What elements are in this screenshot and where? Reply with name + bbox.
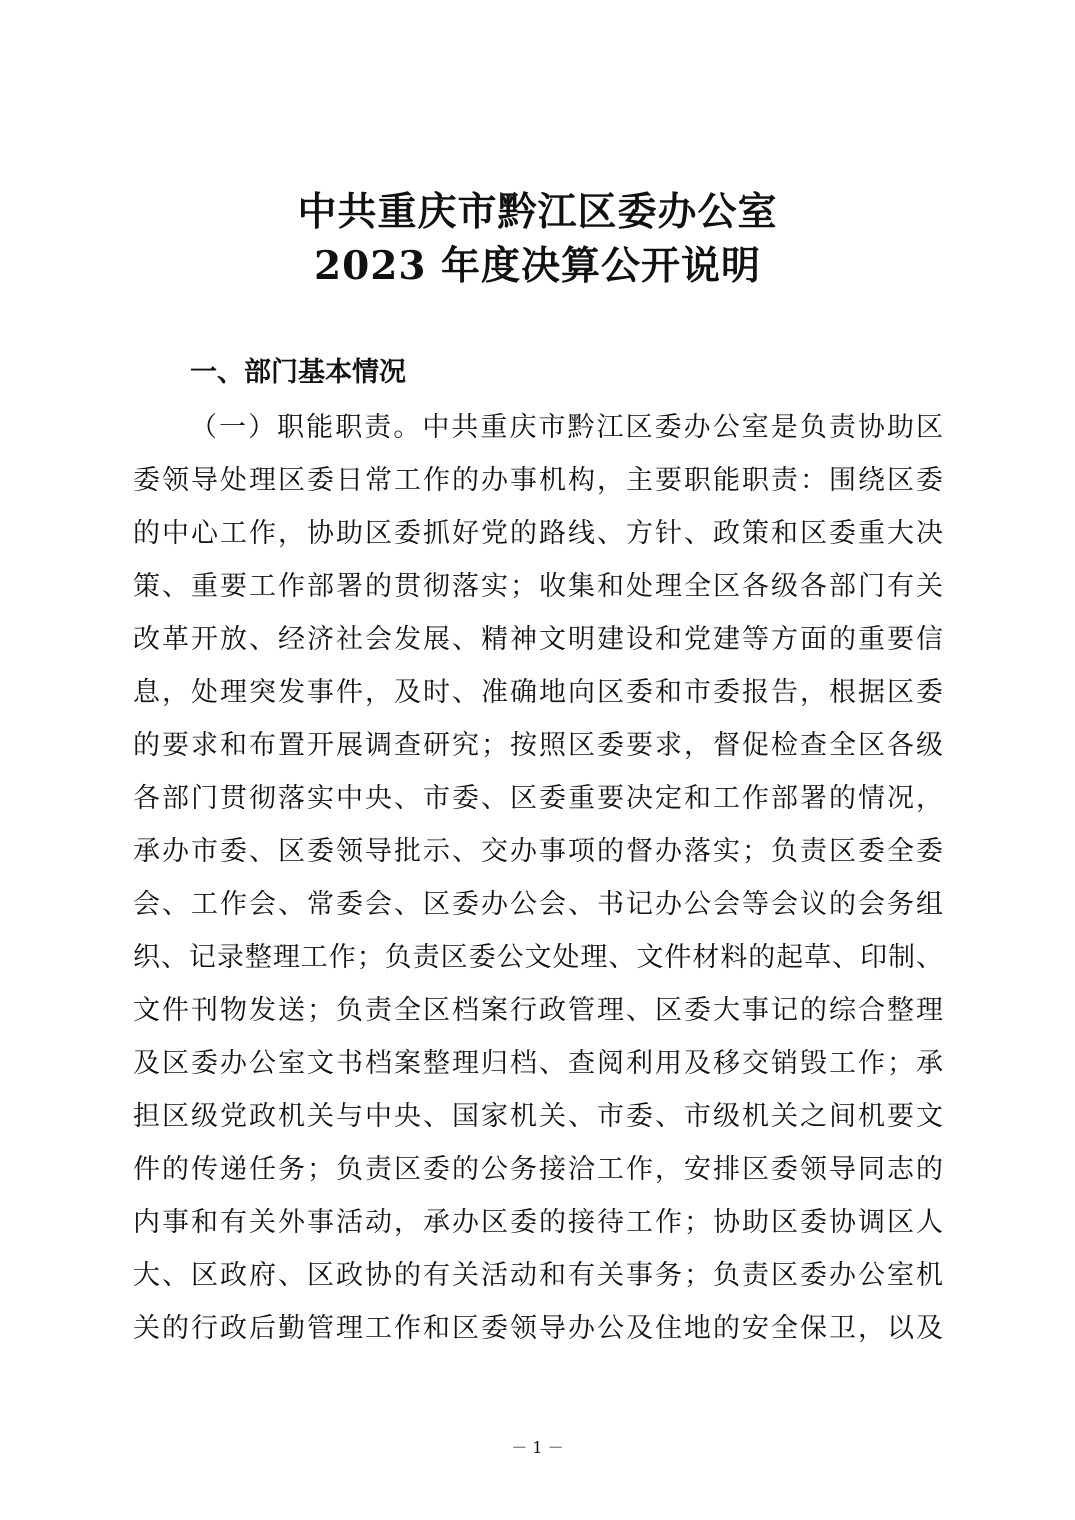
paragraph-line: 各部门贯彻落实中央、市委、区委重要决定和工作部署的情况， xyxy=(133,783,943,814)
paragraph-line: 大、区政府、区政协的有关活动和有关事务；负责区委办公室机 xyxy=(133,1260,943,1291)
paragraph-line: 担区级党政机关与中央、国家机关、市委、市级机关之间机要文 xyxy=(133,1101,943,1132)
paragraph-line: 文件刊物发送；负责全区档案行政管理、区委大事记的综合整理 xyxy=(133,995,943,1026)
paragraph-line: 改革开放、经济社会发展、精神文明建设和党建等方面的重要信 xyxy=(133,624,943,655)
paragraph-line: 会、工作会、常委会、区委办公会、书记办公会等会议的会务组 xyxy=(133,889,943,920)
paragraph-line: 策、重要工作部署的贯彻落实；收集和处理全区各级各部门有关 xyxy=(133,571,943,602)
paragraph-line: 件的传递任务；负责区委的公务接洽工作，安排区委领导同志的 xyxy=(133,1154,943,1185)
paragraph-line: 内事和有关外事活动，承办区委的接待工作；协助区委协调区人 xyxy=(133,1207,943,1238)
document-title-line1: 中共重庆市黔江区委办公室 xyxy=(297,189,778,235)
paragraph-line: 织、记录整理工作；负责区委公文处理、文件材料的起草、印制、 xyxy=(133,942,943,973)
paragraph-line: 承办市委、区委领导批示、交办事项的督办落实；负责区委全委 xyxy=(133,836,943,867)
paragraph-line: 息，处理突发事件，及时、准确地向区委和市委报告，根据区委 xyxy=(133,677,943,708)
section-heading: 一、部门基本情况 xyxy=(190,357,406,388)
paragraph-line: 及区委办公室文书档案整理归档、查阅利用及移交销毁工作；承 xyxy=(133,1048,943,1079)
paragraph-line: 的要求和布置开展调查研究；按照区委要求，督促检查全区各级 xyxy=(133,730,943,761)
paragraph-line: 关的行政后勤管理工作和区委领导办公及住地的安全保卫，以及 xyxy=(133,1313,943,1344)
document-title-line2: 2023 年度决算公开说明 xyxy=(313,243,762,289)
paragraph-line: （一）职能职责。中共重庆市黔江区委办公室是负责协助区 xyxy=(190,412,943,443)
paragraph-line: 委领导处理区委日常工作的办事机构，主要职能职责：围绕区委 xyxy=(133,465,943,496)
paragraph-line: 的中心工作，协助区委抓好党的路线、方针、政策和区委重大决 xyxy=(133,518,943,549)
page-number: － 1 － xyxy=(511,1438,564,1457)
